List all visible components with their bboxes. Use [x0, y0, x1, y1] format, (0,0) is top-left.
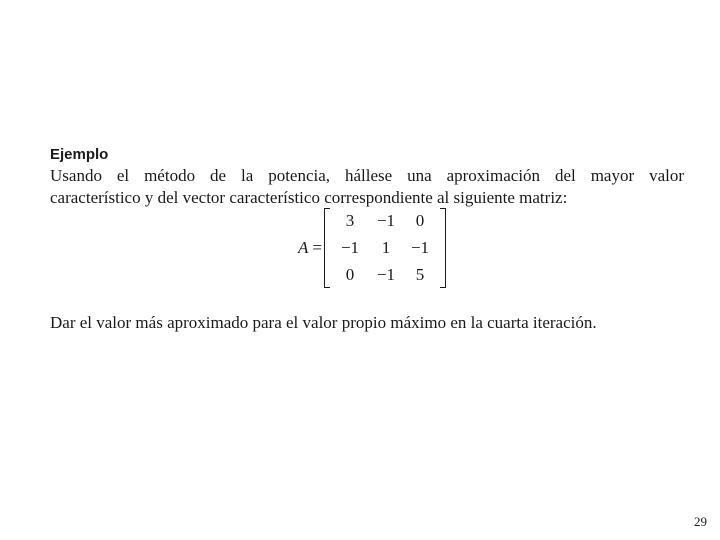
matrix-cell-2-2: 1 [381, 238, 391, 257]
matrix-cell-1-3: 0 [415, 211, 425, 230]
right-bracket [440, 208, 446, 288]
example-heading: Ejemplo [50, 146, 109, 163]
matrix-cell-3-2: −1 [376, 265, 396, 284]
problem-statement [50, 165, 684, 209]
matrix-cell-1-2: −1 [376, 211, 396, 230]
matrix [324, 208, 446, 288]
question-text: Dar el valor más aproximado para el valor propio máximo en la cuarta iteración. [50, 313, 597, 332]
matrix-cell-3-1: 0 [345, 265, 355, 284]
equals-sign: = [312, 238, 322, 257]
left-bracket [324, 208, 330, 288]
problem-line-2: característico y del vector característico correspondiente al siguiente matriz: [50, 188, 568, 207]
matrix-label: A [298, 238, 309, 257]
matrix-cell-2-1: −1 [340, 238, 360, 257]
matrix-cell-2-3: −1 [410, 238, 430, 257]
problem-line-1: Usando el método de la potencia, hállese una aproximación del mayor valor [50, 166, 684, 185]
page-number: 29 [694, 514, 707, 529]
matrix-equation [298, 208, 446, 288]
matrix-cell-1-1: 3 [345, 211, 355, 230]
matrix-cell-3-3: 5 [415, 265, 425, 284]
